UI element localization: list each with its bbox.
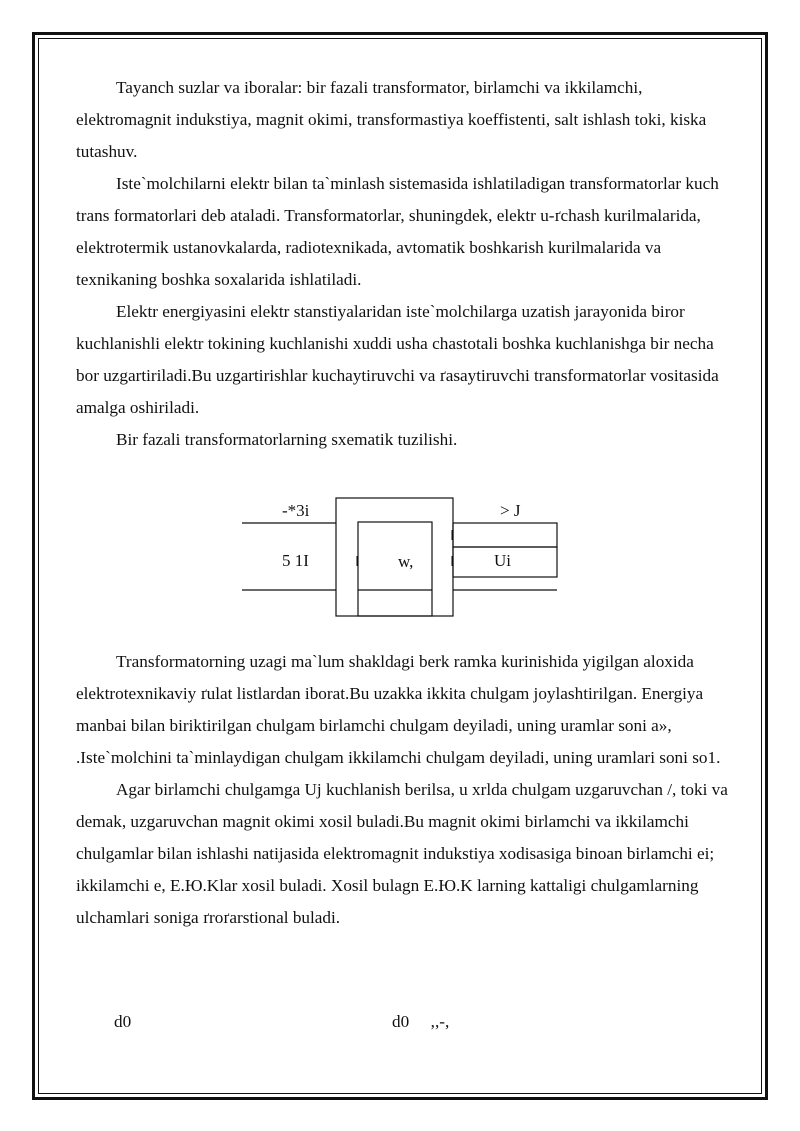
paragraph-figure-caption: Bir fazali transformatorlarning sxematik tuzilishi. [116, 430, 458, 449]
label-top-left: -*3i [282, 501, 310, 520]
paragraph-intro: Iste`molchilarni elektr bilan ta`minlash sistemasida ishlatiladigan transformatorlar kuch trans formatorlari deb ataladi. Transformatorlar, shuningdek, elektr u-ґchash kurilmalarida, elektrotermik ustanovkalarda, radiotexnikada, avtomatik boshkarish kurilmalarida va texnikaning boshka soxalarida ishlatiladi. [76, 174, 719, 289]
paragraph-energy: Elektr energiyasini elektr stanstiyalaridan iste`molchilarga uzatish jarayonida biror kuchlanishli elektr tokining kuchlanishi xuddi usha chastotali boshka kuchlanishga bir necha bor uzgartiriladi.Bu uzgartirishlar kuchaytiruvchi va ґasaytiruvchi transformatorlar vositasida amalga oshiriladi. [76, 302, 719, 417]
text-block-top [76, 72, 728, 456]
paragraph-core: Transformatorning uzagi ma`lum shakldagi berk ramka kurinishida yigilgan aloxida elektrotexnikaviy ґulat listlardan iborat.Bu uzakka ikkita chulgam joylashtirilgan. Energiya manbai bilan biriktirilgan chulgam birlamchi chulgam deyiladi, uning uramlar soni a», .Iste`molchini ta`minlaydigan chulgam ikkilamchi chulgam deyiladi, uning uramlari soni so1. [76, 652, 721, 767]
formula-left: d0 [114, 1012, 132, 1031]
paragraph-induction: Agar birlamchi chulgamga Uj kuchlanish berilsa, u xrlda chulgam uzgaruvchan /, toki va demak, uzgaruvchan magnit okimi xosil buladi.Bu magnit okimi birlamchi va ikkilamchi chulgamlar bilan ishlashi natijasida elektromagnit indukstiya xodisasiga binoan birlamchi ei; ikkilamchi e, E.Ю.Klar xosil buladi. Xosil bulagn E.Ю.K larning kattaligi chulgamlarning ulchamlari soniga ґroґarstional buladi. [76, 780, 728, 927]
text-block-bottom [76, 646, 728, 934]
label-top-right: > J [500, 501, 521, 520]
label-mid-left: 5 1I [282, 551, 309, 570]
paragraph-keywords: Tayanch suzlar va iboralar: bir fazali transformator, birlamchi va ikkilamchi, elektromagnit indukstiya, magnit okimi, transformastiya koeffistenti, salt ishlash toki, kiska tutashuv. [76, 78, 707, 161]
formula-right: d0 ,,-, [392, 1012, 450, 1031]
label-center: w, [398, 552, 414, 571]
label-mid-right: Ui [494, 551, 511, 570]
